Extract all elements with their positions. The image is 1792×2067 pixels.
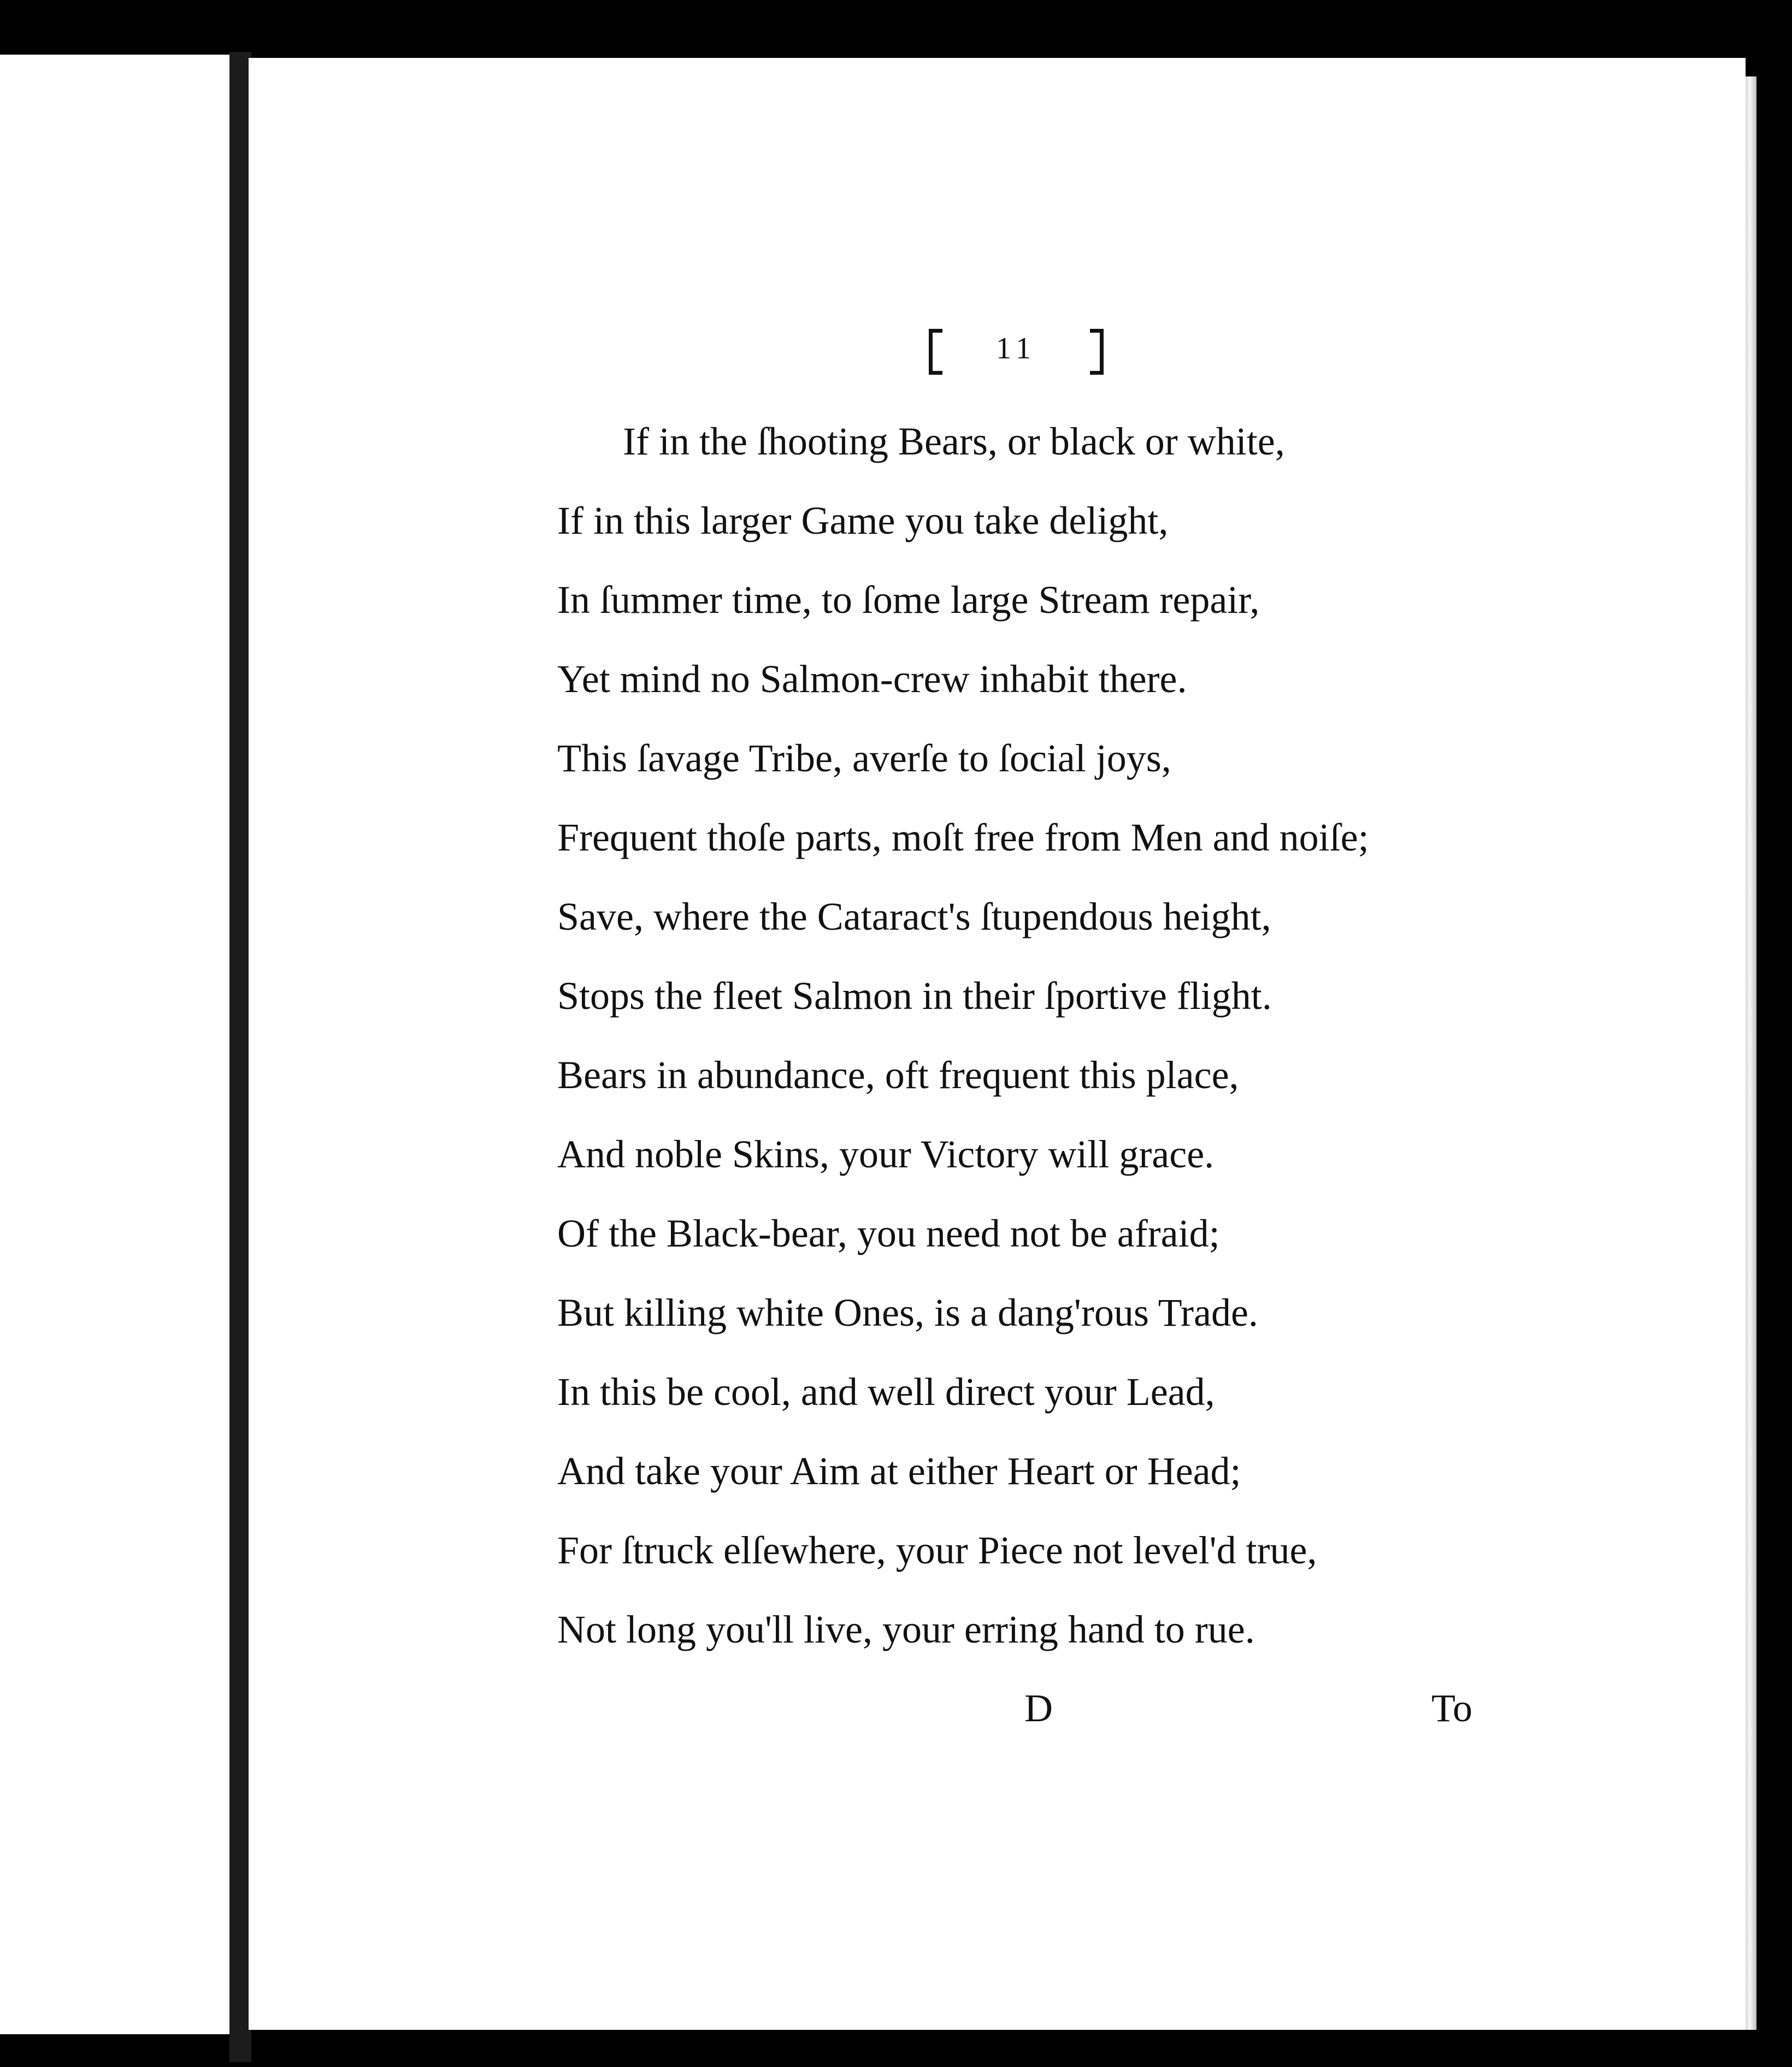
left-page [0, 55, 229, 2034]
page-number [929, 329, 1104, 383]
verse-line: Bears in abundance, oft frequent this place, [557, 1053, 1239, 1097]
verse-line: If in this larger Game you take delight, [557, 499, 1169, 542]
verse-line: If in the ſhooting Bears, or black or white, [623, 420, 1285, 463]
verse-line: Stops the fleet Salmon in their ſportive flight. [557, 974, 1272, 1018]
page-edge [1746, 76, 1756, 2030]
page-number-value: 11 [996, 332, 1036, 365]
verse-line: Save, where the Cataract's ſtupendous height, [557, 895, 1271, 938]
verse-line: In this be cool, and well direct your Lead, [557, 1370, 1215, 1414]
verse-line: Yet mind no Salmon-crew inhabit there. [557, 657, 1187, 701]
verse-line: But killing white Ones, is a dang'rous Trade. [557, 1291, 1258, 1334]
catchword: To [1431, 1686, 1472, 1730]
verse-line: Not long you'll live, your erring hand to rue. [557, 1608, 1255, 1651]
verse-line: And take your Aim at either Heart or Head; [557, 1449, 1241, 1493]
right-bracket [1090, 329, 1104, 375]
verse-line: Of the Black-bear, you need not be afraid; [557, 1212, 1220, 1255]
book-gutter [229, 52, 251, 2062]
verse-block [557, 414, 1726, 1681]
verse-line: For ſtruck elſewhere, your Piece not level'd true, [557, 1528, 1317, 1572]
signature-mark: D [1024, 1686, 1053, 1730]
verse-line: And noble Skins, your Victory will grace. [557, 1132, 1215, 1176]
verse-line: This ſavage Tribe, averſe to ſocial joys, [557, 736, 1171, 780]
verse-line: Frequent thoſe parts, moſt free from Men and noiſe; [557, 816, 1369, 859]
verse-line: In ſummer time, to ſome large Stream repair, [557, 578, 1260, 622]
